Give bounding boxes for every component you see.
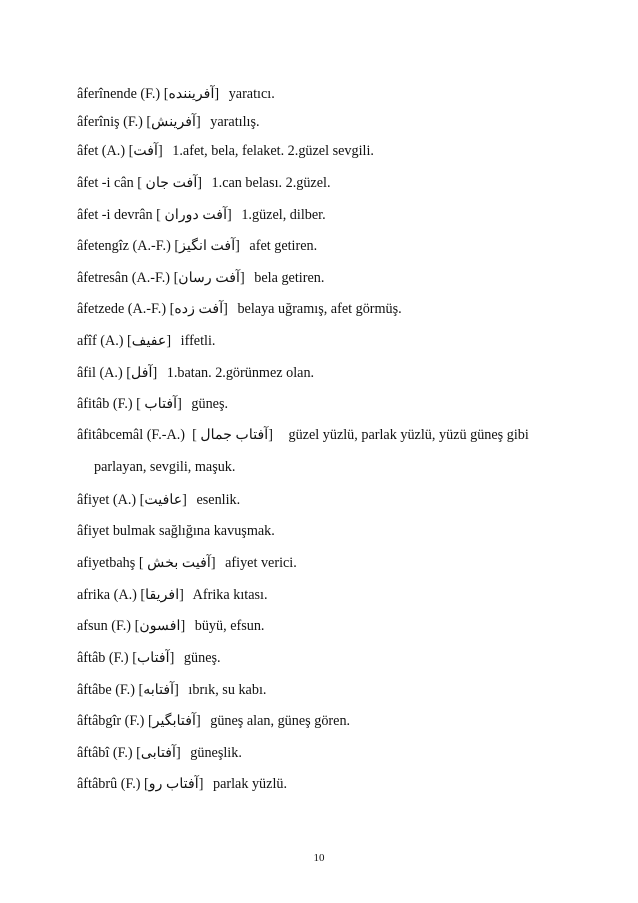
entry-definition: afet getiren. [249, 238, 318, 254]
entry-definition: 1.güzel, dilber. [241, 207, 326, 223]
entry-headword: âfetzede (A.-F.) [77, 301, 167, 317]
dictionary-entry: âftâbrû (F.) [آفتاب رو] parlak yüzlü. [77, 776, 288, 792]
entry-headword: âferînende (F.) [77, 86, 161, 102]
dictionary-entry: âftâb (F.) [آفتاب] güneş. [77, 650, 221, 666]
entry-arabic: آفل [130, 365, 153, 381]
entry-headword: âftâbî (F.) [77, 745, 133, 761]
dictionary-entry: âferîniş (F.) [آفرينش] yaratılış. [77, 114, 260, 130]
entry-arabic: آفتاب [144, 396, 178, 412]
dictionary-entry: afrika (A.) [افريقا] Afrika kıtası. [77, 587, 268, 603]
entry-arabic: آفريننده [168, 86, 215, 102]
entry-headword: âfetresân (A.-F.) [77, 270, 171, 286]
dictionary-entry: âfil (A.) [آفل] 1.batan. 2.görünmez olan. [77, 365, 315, 381]
dictionary-entry: âfet -i cân [ آفت جان] 1.can belası. 2.güzel. [77, 175, 331, 191]
dictionary-entry [77, 520, 567, 542]
dictionary-entry: âfetengîz (A.-F.) [آفت انگيز] afet getiren. [77, 238, 318, 254]
entry-arabic: آفت دوران [164, 207, 228, 223]
entry-arabic: آفرينش [151, 114, 196, 130]
entry-headword: afsun (F.) [77, 618, 132, 634]
entry-arabic: افسون [139, 618, 181, 634]
entry-definition: afiyet verici. [225, 555, 297, 571]
entry-definition: güneşlik. [190, 745, 242, 761]
dictionary-entry: âftâbe (F.) [آفتابه] ıbrık, su kabı. [77, 682, 267, 698]
dictionary-entry: âftâbgîr (F.) [آفتابگير] güneş alan, güneş gören. [77, 713, 351, 729]
entry-arabic: عفيف [131, 333, 167, 349]
entry-definition: Afrika kıtası. [192, 587, 268, 603]
entry-definition: parlak yüzlü. [212, 776, 288, 792]
dictionary-entry: âfitâb (F.) [ آفتاب] güneş. [77, 396, 229, 412]
dictionary-entry: âfetresân (A.-F.) [آفت رسان] bela getiren. [77, 270, 325, 286]
entry-definition-continued: parlayan, sevgili, maşuk. [94, 459, 236, 475]
entry-definition: güneş. [191, 396, 229, 412]
entry-definition: 1.can belası. 2.güzel. [211, 175, 331, 191]
entry-definition: güzel yüzlü, parlak yüzlü, yüzü güneş gibi [288, 427, 529, 443]
entry-headword: âftâbe (F.) [77, 682, 135, 698]
entry-headword: afîf (A.) [77, 333, 124, 349]
entry-headword: âfitâbcemâl (F.-A.) [77, 427, 185, 443]
entry-definition: güneş alan, güneş gören. [210, 713, 351, 729]
entry-arabic: آفتابگير [152, 713, 196, 729]
entry-headword: âfiyet (A.) [77, 492, 137, 508]
entry-headword: âfet -i devrân [77, 207, 153, 223]
entry-arabic: عافيت [144, 492, 183, 508]
entry-definition: büyü, efsun. [194, 618, 265, 634]
entry-definition: ıbrık, su kabı. [188, 682, 267, 698]
entry-definition: bela getiren. [254, 270, 325, 286]
entry-headword: âftâbrû (F.) [77, 776, 141, 792]
entry-arabic: آفتابی [140, 745, 176, 761]
entry-arabic: آفت جان [145, 175, 198, 191]
dictionary-entry: afiyetbahş [ آفيت بخش] afiyet verici. [77, 555, 297, 571]
entry-arabic: آفت [133, 143, 158, 159]
entry-arabic: آفت زده [174, 301, 224, 317]
entry-arabic: آفتاب رو [148, 776, 199, 792]
entry-headword: âferîniş (F.) [77, 114, 143, 130]
entry-arabic: آفت رسان [178, 270, 240, 286]
entry-arabic: آفتابه [143, 682, 175, 698]
entry-headword: âfetengîz (A.-F.) [77, 238, 171, 254]
entry-arabic: آفيت بخش [147, 555, 211, 571]
entry-headword: afrika (A.) [77, 587, 137, 603]
entry-definition: iffetli. [180, 333, 216, 349]
entry-arabic: آفتاب جمال [200, 427, 269, 443]
entry-definition: esenlik. [196, 492, 241, 508]
entry-headword: âfiyet bulmak sağlığına kavuşmak. [77, 523, 275, 539]
dictionary-entry: âfitâbcemâl (F.-A.) [ آفتاب جمال] güzel yüzlü, parlak yüzlü, yüzü güneş gibi parlayan, sevgili, maşuk. [77, 424, 565, 478]
entry-arabic: آفت انگيز [179, 238, 236, 254]
entry-headword: âfet (A.) [77, 143, 126, 159]
dictionary-entry: âferînende (F.) [آفريننده] yaratıcı. [77, 86, 275, 102]
entry-definition: yaratılış. [210, 114, 260, 130]
dictionary-entry: âfet -i devrân [ آفت دوران] 1.güzel, dilber. [77, 207, 326, 223]
entry-headword: âfet -i cân [77, 175, 134, 191]
entry-headword: afiyetbahş [77, 555, 136, 571]
dictionary-entry: afsun (F.) [افسون] büyü, efsun. [77, 618, 265, 634]
entry-headword: âftâbgîr (F.) [77, 713, 145, 729]
dictionary-entry: afîf (A.) [عفيف] iffetli. [77, 333, 216, 349]
entry-definition: belaya uğramış, afet görmüş. [237, 301, 402, 317]
entry-definition: yaratıcı. [228, 86, 275, 102]
entry-definition: 1.afet, bela, felaket. 2.güzel sevgili. [172, 143, 374, 159]
page-number: 10 [313, 852, 325, 864]
dictionary-entry: âfet (A.) [آفت] 1.afet, bela, felaket. 2.güzel sevgili. [77, 143, 374, 159]
dictionary-entry: âfetzede (A.-F.) [آفت زده] belaya uğramış, afet görmüş. [77, 301, 402, 317]
entry-headword: âfitâb (F.) [77, 396, 133, 412]
entry-arabic: افريقا [145, 587, 180, 603]
dictionary-entry: âftâbî (F.) [آفتابی] güneşlik. [77, 745, 242, 761]
entry-headword: âfil (A.) [77, 365, 123, 381]
entry-headword: âftâb (F.) [77, 650, 129, 666]
dictionary-entry: âfiyet (A.) [عافيت] esenlik. [77, 492, 241, 508]
entry-definition: güneş. [183, 650, 221, 666]
entry-definition: 1.batan. 2.görünmez olan. [166, 365, 315, 381]
entry-arabic: آفتاب [136, 650, 170, 666]
